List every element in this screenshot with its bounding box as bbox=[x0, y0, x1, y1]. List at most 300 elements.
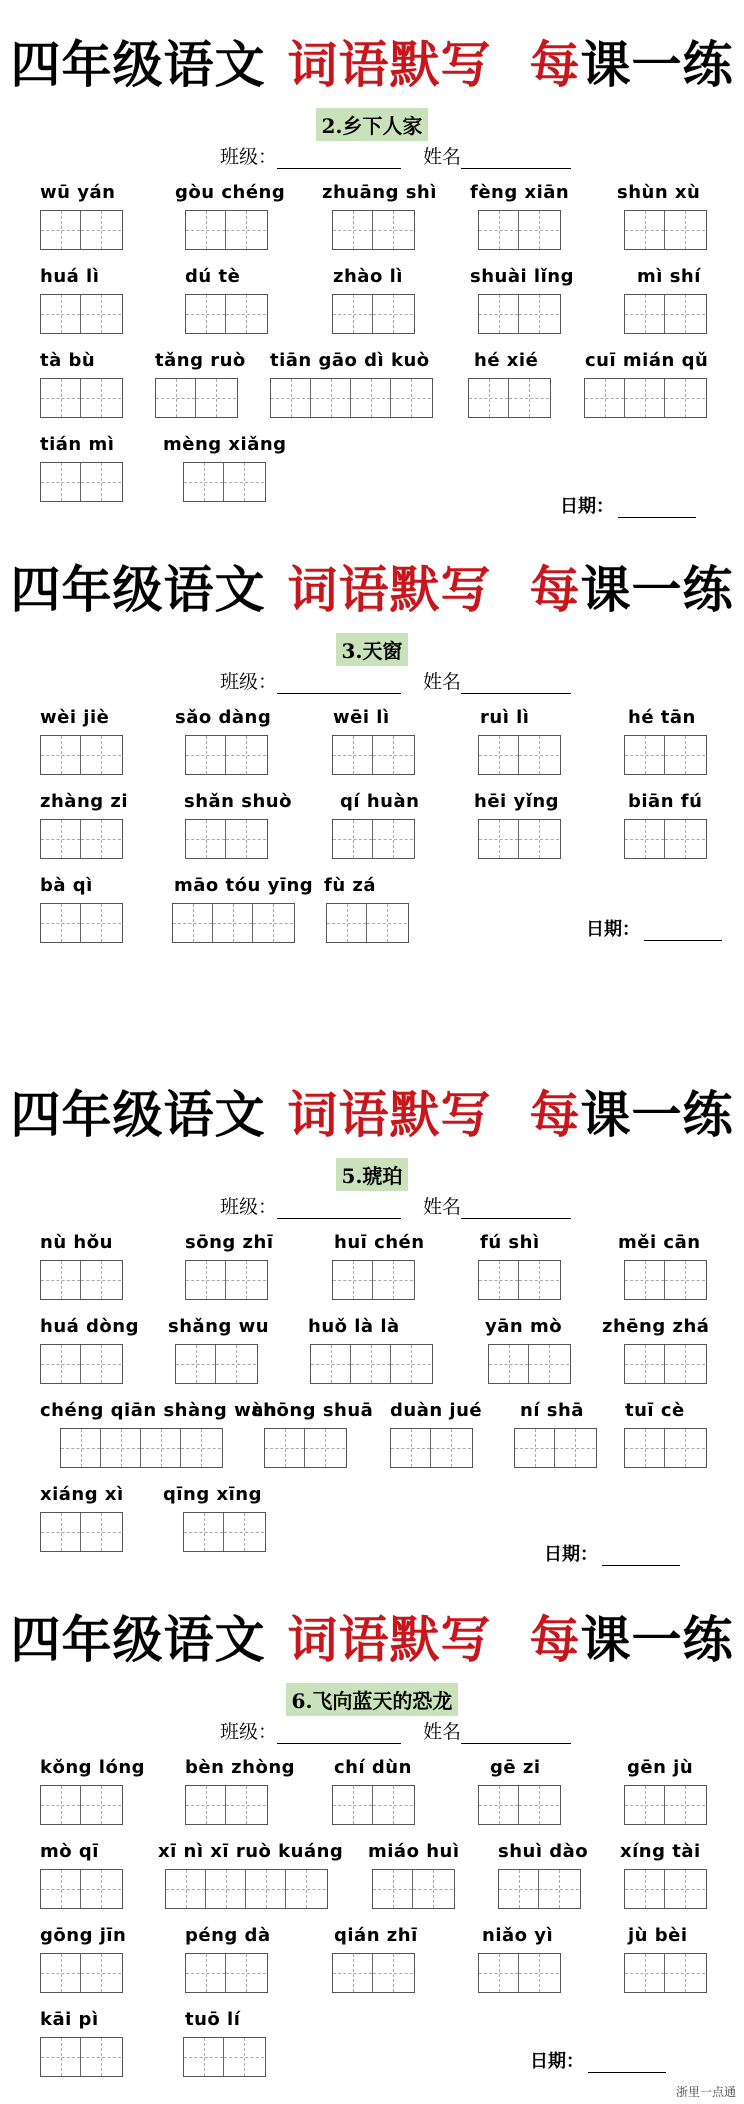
writing-cell[interactable] bbox=[184, 463, 224, 501]
pinyin-prompt: tǎng ruò bbox=[155, 350, 246, 371]
tianzige-grid bbox=[332, 1785, 415, 1825]
writing-cell[interactable] bbox=[413, 1870, 453, 1908]
tianzige-grid bbox=[40, 462, 123, 502]
pinyin-prompt: shùn xù bbox=[617, 182, 701, 203]
tianzige-grid bbox=[165, 1869, 328, 1909]
tianzige-grid bbox=[332, 1260, 415, 1300]
class-name-line bbox=[220, 667, 571, 694]
writing-cell[interactable] bbox=[625, 211, 665, 249]
class-name-line bbox=[220, 1717, 571, 1744]
writing-cell[interactable] bbox=[41, 1954, 81, 1992]
writing-cell[interactable] bbox=[186, 211, 226, 249]
tianzige-grid bbox=[478, 1953, 561, 1993]
pinyin-prompt: ruì lì bbox=[480, 707, 530, 728]
tianzige-grid bbox=[40, 1344, 123, 1384]
tianzige-grid bbox=[478, 1260, 561, 1300]
lesson-title: 3.天窗 bbox=[336, 633, 409, 666]
writing-cell[interactable] bbox=[41, 736, 81, 774]
tianzige-grid bbox=[372, 1869, 455, 1909]
writing-cell[interactable] bbox=[41, 379, 81, 417]
name-label: 姓名 bbox=[423, 671, 462, 693]
tianzige-grid bbox=[270, 378, 433, 418]
writing-cell[interactable] bbox=[81, 1954, 121, 1992]
writing-cell[interactable] bbox=[625, 1261, 665, 1299]
date-label: 日期： bbox=[560, 496, 614, 517]
pinyin-prompt: gēn jù bbox=[627, 1757, 694, 1778]
writing-cell[interactable] bbox=[186, 736, 226, 774]
writing-cell[interactable] bbox=[333, 211, 373, 249]
lesson-title: 6.飞向蓝天的恐龙 bbox=[286, 1683, 459, 1716]
lesson-heading bbox=[0, 108, 744, 141]
pinyin-prompt: shǎn shuò bbox=[184, 791, 292, 812]
tianzige-grid bbox=[478, 819, 561, 859]
writing-cell[interactable] bbox=[479, 1786, 519, 1824]
pinyin-prompt: qián zhī bbox=[334, 1925, 418, 1946]
writing-cell[interactable] bbox=[186, 820, 226, 858]
writing-cell[interactable] bbox=[81, 2038, 121, 2076]
tianzige-grid bbox=[40, 903, 123, 943]
writing-cell[interactable] bbox=[373, 736, 413, 774]
writing-cell[interactable] bbox=[665, 1429, 705, 1467]
tianzige-grid bbox=[60, 1428, 223, 1468]
pinyin-prompt: wū yán bbox=[40, 182, 116, 203]
date-line bbox=[560, 492, 696, 518]
footer-watermark: 浙里一点通 bbox=[675, 2085, 736, 2099]
writing-cell[interactable] bbox=[625, 295, 665, 333]
date-label: 日期： bbox=[544, 1544, 598, 1565]
writing-cell[interactable] bbox=[665, 736, 705, 774]
date-label: 日期： bbox=[530, 2051, 584, 2072]
date-blank[interactable] bbox=[644, 922, 722, 941]
tianzige-grid bbox=[185, 819, 268, 859]
tianzige-grid bbox=[624, 1428, 707, 1468]
date-blank[interactable] bbox=[588, 2054, 666, 2073]
tianzige-grid bbox=[390, 1428, 473, 1468]
writing-cell[interactable] bbox=[81, 736, 121, 774]
title-part-4: 课一练 bbox=[580, 560, 734, 619]
writing-cell[interactable] bbox=[226, 1261, 266, 1299]
writing-cell[interactable] bbox=[665, 295, 705, 333]
writing-cell[interactable] bbox=[665, 1261, 705, 1299]
writing-cell[interactable] bbox=[173, 904, 213, 942]
tianzige-grid bbox=[514, 1428, 597, 1468]
writing-cell[interactable] bbox=[665, 211, 705, 249]
writing-cell[interactable] bbox=[351, 379, 391, 417]
writing-cell[interactable] bbox=[665, 1870, 705, 1908]
pinyin-prompt: zhuāng shì bbox=[322, 182, 437, 203]
pinyin-prompt: fú shì bbox=[480, 1232, 540, 1253]
writing-cell[interactable] bbox=[41, 1870, 81, 1908]
writing-cell[interactable] bbox=[253, 904, 293, 942]
pinyin-prompt: huī chén bbox=[334, 1232, 425, 1253]
worksheet-title bbox=[0, 1080, 744, 1150]
title-part-4: 课一练 bbox=[580, 35, 734, 94]
writing-cell[interactable] bbox=[141, 1429, 181, 1467]
tianzige-grid bbox=[624, 1344, 707, 1384]
writing-cell[interactable] bbox=[61, 1429, 101, 1467]
writing-cell[interactable] bbox=[41, 1261, 81, 1299]
writing-cell[interactable] bbox=[81, 463, 121, 501]
writing-cell[interactable] bbox=[625, 1786, 665, 1824]
tianzige-grid bbox=[185, 210, 268, 250]
writing-cell[interactable] bbox=[226, 1954, 266, 1992]
tianzige-grid bbox=[40, 735, 123, 775]
name-label: 姓名 bbox=[423, 1721, 462, 1743]
writing-cell[interactable] bbox=[41, 295, 81, 333]
tianzige-grid bbox=[40, 1785, 123, 1825]
lesson-heading bbox=[0, 1158, 744, 1191]
tianzige-grid bbox=[478, 1785, 561, 1825]
pinyin-prompt: mì shí bbox=[637, 266, 701, 287]
writing-cell[interactable] bbox=[41, 211, 81, 249]
tianzige-grid bbox=[40, 1869, 123, 1909]
writing-cell[interactable] bbox=[186, 1786, 226, 1824]
writing-cell[interactable] bbox=[351, 1345, 391, 1383]
writing-cell[interactable] bbox=[625, 379, 665, 417]
pinyin-prompt: fèng xiān bbox=[470, 182, 570, 203]
class-blank[interactable] bbox=[277, 1200, 401, 1219]
pinyin-prompt: bèn zhòng bbox=[185, 1757, 296, 1778]
tianzige-grid bbox=[40, 819, 123, 859]
writing-cell[interactable] bbox=[226, 1786, 266, 1824]
tianzige-grid bbox=[624, 294, 707, 334]
writing-cell[interactable] bbox=[41, 1786, 81, 1824]
writing-cell[interactable] bbox=[479, 295, 519, 333]
writing-cell[interactable] bbox=[373, 211, 413, 249]
writing-cell[interactable] bbox=[224, 463, 264, 501]
title-part-2: 词语默写 bbox=[287, 560, 492, 619]
writing-cell[interactable] bbox=[519, 736, 559, 774]
writing-cell[interactable] bbox=[529, 1345, 569, 1383]
writing-cell[interactable] bbox=[479, 1261, 519, 1299]
date-blank[interactable] bbox=[618, 499, 696, 518]
writing-cell[interactable] bbox=[81, 1786, 121, 1824]
tianzige-grid bbox=[624, 819, 707, 859]
writing-cell[interactable] bbox=[224, 1513, 264, 1551]
tianzige-grid bbox=[332, 1953, 415, 1993]
title-part-4: 课一练 bbox=[580, 1610, 734, 1669]
name-blank[interactable] bbox=[461, 1200, 571, 1219]
writing-cell[interactable] bbox=[271, 379, 311, 417]
tianzige-grid bbox=[326, 903, 409, 943]
writing-cell[interactable] bbox=[305, 1429, 345, 1467]
writing-cell[interactable] bbox=[41, 904, 81, 942]
pinyin-prompt: qí huàn bbox=[340, 791, 420, 812]
writing-cell[interactable] bbox=[81, 1345, 121, 1383]
writing-cell[interactable] bbox=[333, 1954, 373, 1992]
writing-cell[interactable] bbox=[391, 1429, 431, 1467]
writing-cell[interactable] bbox=[81, 1261, 121, 1299]
worksheet-title bbox=[0, 1605, 744, 1675]
date-line bbox=[544, 1540, 680, 1566]
pinyin-prompt: wèi jiè bbox=[40, 707, 110, 728]
writing-cell[interactable] bbox=[81, 1870, 121, 1908]
title-part-1: 四年级语文 bbox=[10, 1610, 266, 1669]
tianzige-grid bbox=[310, 1344, 433, 1384]
writing-cell[interactable] bbox=[509, 379, 549, 417]
writing-cell[interactable] bbox=[311, 379, 351, 417]
tianzige-grid bbox=[183, 1512, 266, 1552]
pinyin-prompt: xíng tài bbox=[620, 1841, 701, 1862]
writing-cell[interactable] bbox=[176, 1345, 216, 1383]
title-part-2: 词语默写 bbox=[287, 1610, 492, 1669]
writing-cell[interactable] bbox=[41, 1513, 81, 1551]
pinyin-prompt: duàn jué bbox=[390, 1400, 483, 1421]
writing-cell[interactable] bbox=[373, 295, 413, 333]
date-blank[interactable] bbox=[602, 1547, 680, 1566]
writing-cell[interactable] bbox=[41, 1345, 81, 1383]
tianzige-grid bbox=[185, 1953, 268, 1993]
class-label: 班级： bbox=[220, 1196, 278, 1218]
writing-cell[interactable] bbox=[81, 820, 121, 858]
pinyin-prompt: yān mò bbox=[485, 1316, 563, 1337]
tianzige-grid bbox=[183, 2037, 266, 2077]
writing-cell[interactable] bbox=[469, 379, 509, 417]
pinyin-prompt: měi cān bbox=[618, 1232, 701, 1253]
title-part-3: 每 bbox=[529, 560, 581, 619]
writing-cell[interactable] bbox=[333, 295, 373, 333]
writing-cell[interactable] bbox=[311, 1345, 351, 1383]
writing-cell[interactable] bbox=[184, 1513, 224, 1551]
class-label: 班级： bbox=[220, 146, 278, 168]
pinyin-prompt: zhēng zhá bbox=[602, 1316, 710, 1337]
pinyin-prompt: hēi yǐng bbox=[474, 791, 560, 812]
writing-cell[interactable] bbox=[265, 1429, 305, 1467]
tianzige-grid bbox=[332, 210, 415, 250]
tianzige-grid bbox=[488, 1344, 571, 1384]
writing-cell[interactable] bbox=[625, 820, 665, 858]
writing-cell[interactable] bbox=[479, 820, 519, 858]
name-blank[interactable] bbox=[461, 150, 571, 169]
writing-cell[interactable] bbox=[391, 379, 431, 417]
writing-cell[interactable] bbox=[373, 1954, 413, 1992]
pinyin-prompt: xī nì xī ruò kuáng bbox=[158, 1841, 344, 1862]
title-part-2: 词语默写 bbox=[287, 1085, 492, 1144]
title-part-3: 每 bbox=[529, 1610, 581, 1669]
pinyin-prompt: tián mì bbox=[40, 434, 115, 455]
writing-cell[interactable] bbox=[226, 736, 266, 774]
writing-cell[interactable] bbox=[665, 1954, 705, 1992]
writing-cell[interactable] bbox=[519, 820, 559, 858]
pinyin-prompt: huá dòng bbox=[40, 1316, 139, 1337]
writing-cell[interactable] bbox=[216, 1345, 256, 1383]
pinyin-prompt: zhào lì bbox=[333, 266, 403, 287]
writing-cell[interactable] bbox=[519, 1954, 559, 1992]
writing-cell[interactable] bbox=[373, 820, 413, 858]
pinyin-prompt: niǎo yì bbox=[482, 1925, 554, 1946]
title-part-1: 四年级语文 bbox=[10, 35, 266, 94]
writing-cell[interactable] bbox=[555, 1429, 595, 1467]
writing-cell[interactable] bbox=[166, 1870, 206, 1908]
writing-cell[interactable] bbox=[81, 211, 121, 249]
name-label: 姓名 bbox=[423, 1196, 462, 1218]
name-label: 姓名 bbox=[423, 146, 462, 168]
writing-cell[interactable] bbox=[333, 820, 373, 858]
name-blank[interactable] bbox=[461, 675, 571, 694]
pinyin-prompt: nù hǒu bbox=[40, 1232, 113, 1253]
tianzige-grid bbox=[624, 735, 707, 775]
tianzige-grid bbox=[155, 378, 238, 418]
pinyin-prompt: chōng shuā bbox=[252, 1400, 374, 1421]
writing-cell[interactable] bbox=[156, 379, 196, 417]
writing-cell[interactable] bbox=[373, 1870, 413, 1908]
writing-cell[interactable] bbox=[625, 736, 665, 774]
writing-cell[interactable] bbox=[224, 2038, 264, 2076]
date-line bbox=[586, 915, 722, 941]
writing-cell[interactable] bbox=[489, 1345, 529, 1383]
writing-cell[interactable] bbox=[206, 1870, 246, 1908]
pinyin-prompt: gē zi bbox=[490, 1757, 541, 1778]
writing-cell[interactable] bbox=[213, 904, 253, 942]
writing-cell[interactable] bbox=[665, 379, 705, 417]
tianzige-grid bbox=[40, 378, 123, 418]
tianzige-grid bbox=[40, 210, 123, 250]
pinyin-prompt: kāi pì bbox=[40, 2009, 99, 2030]
writing-cell[interactable] bbox=[246, 1870, 286, 1908]
lesson-title: 5.琥珀 bbox=[336, 1158, 409, 1191]
writing-cell[interactable] bbox=[479, 736, 519, 774]
writing-cell[interactable] bbox=[515, 1429, 555, 1467]
writing-cell[interactable] bbox=[519, 211, 559, 249]
writing-cell[interactable] bbox=[226, 211, 266, 249]
tianzige-grid bbox=[478, 210, 561, 250]
class-label: 班级： bbox=[220, 671, 278, 693]
writing-cell[interactable] bbox=[333, 1786, 373, 1824]
class-blank[interactable] bbox=[277, 150, 401, 169]
writing-cell[interactable] bbox=[181, 1429, 221, 1467]
writing-cell[interactable] bbox=[41, 2038, 81, 2076]
class-blank[interactable] bbox=[277, 675, 401, 694]
writing-cell[interactable] bbox=[665, 1786, 705, 1824]
pinyin-prompt: tà bù bbox=[40, 350, 96, 371]
pinyin-prompt: xiáng xì bbox=[40, 1484, 124, 1505]
tianzige-grid bbox=[40, 1953, 123, 1993]
tianzige-grid bbox=[264, 1428, 347, 1468]
tianzige-grid bbox=[584, 378, 707, 418]
writing-cell[interactable] bbox=[499, 1870, 539, 1908]
tianzige-grid bbox=[624, 1785, 707, 1825]
writing-cell[interactable] bbox=[519, 295, 559, 333]
writing-cell[interactable] bbox=[625, 1345, 665, 1383]
writing-cell[interactable] bbox=[196, 379, 236, 417]
writing-cell[interactable] bbox=[373, 1261, 413, 1299]
tianzige-grid bbox=[332, 294, 415, 334]
title-part-4: 课一练 bbox=[580, 1085, 734, 1144]
writing-cell[interactable] bbox=[665, 820, 705, 858]
tianzige-grid bbox=[624, 1260, 707, 1300]
pinyin-prompt: sǎo dàng bbox=[175, 707, 272, 728]
tianzige-grid bbox=[40, 1512, 123, 1552]
tianzige-grid bbox=[40, 2037, 123, 2077]
writing-cell[interactable] bbox=[391, 1345, 431, 1383]
worksheet-title bbox=[0, 30, 744, 100]
tianzige-grid bbox=[183, 462, 266, 502]
pinyin-prompt: gòu chéng bbox=[175, 182, 286, 203]
writing-cell[interactable] bbox=[186, 295, 226, 333]
title-part-3: 每 bbox=[529, 35, 581, 94]
tianzige-grid bbox=[185, 294, 268, 334]
writing-cell[interactable] bbox=[625, 1429, 665, 1467]
writing-cell[interactable] bbox=[81, 1513, 121, 1551]
writing-cell[interactable] bbox=[519, 1261, 559, 1299]
writing-cell[interactable] bbox=[479, 1954, 519, 1992]
pinyin-prompt: kǒng lóng bbox=[40, 1757, 146, 1778]
writing-cell[interactable] bbox=[186, 1954, 226, 1992]
pinyin-prompt: zhàng zi bbox=[40, 791, 129, 812]
pinyin-prompt: tuō lí bbox=[185, 2009, 241, 2030]
pinyin-prompt: dú tè bbox=[185, 266, 241, 287]
writing-cell[interactable] bbox=[186, 1261, 226, 1299]
tianzige-grid bbox=[478, 735, 561, 775]
name-blank[interactable] bbox=[461, 1725, 571, 1744]
writing-cell[interactable] bbox=[625, 1954, 665, 1992]
tianzige-grid bbox=[624, 1953, 707, 1993]
writing-cell[interactable] bbox=[41, 463, 81, 501]
writing-cell[interactable] bbox=[226, 295, 266, 333]
writing-cell[interactable] bbox=[184, 2038, 224, 2076]
pinyin-prompt: shǎng wu bbox=[168, 1316, 270, 1337]
class-label: 班级： bbox=[220, 1721, 278, 1743]
writing-cell[interactable] bbox=[81, 295, 121, 333]
pinyin-prompt: huǒ là là bbox=[308, 1316, 400, 1337]
writing-cell[interactable] bbox=[101, 1429, 141, 1467]
pinyin-prompt: huá lì bbox=[40, 266, 100, 287]
tianzige-grid bbox=[332, 735, 415, 775]
pinyin-prompt: mò qī bbox=[40, 1841, 99, 1862]
tianzige-grid bbox=[478, 294, 561, 334]
class-name-line bbox=[220, 142, 571, 169]
class-blank[interactable] bbox=[277, 1725, 401, 1744]
tianzige-grid bbox=[40, 1260, 123, 1300]
title-part-1: 四年级语文 bbox=[10, 1085, 266, 1144]
pinyin-prompt: biān fú bbox=[628, 791, 703, 812]
writing-cell[interactable] bbox=[333, 736, 373, 774]
writing-cell[interactable] bbox=[81, 904, 121, 942]
writing-cell[interactable] bbox=[81, 379, 121, 417]
writing-cell[interactable] bbox=[41, 820, 81, 858]
writing-cell[interactable] bbox=[367, 904, 407, 942]
worksheet-title bbox=[0, 555, 744, 625]
pinyin-prompt: qīng xīng bbox=[163, 1484, 262, 1505]
class-name-line bbox=[220, 1192, 571, 1219]
lesson-heading bbox=[0, 633, 744, 666]
writing-cell[interactable] bbox=[373, 1786, 413, 1824]
writing-cell[interactable] bbox=[539, 1870, 579, 1908]
title-part-2: 词语默写 bbox=[287, 35, 492, 94]
writing-cell[interactable] bbox=[519, 1786, 559, 1824]
writing-cell[interactable] bbox=[625, 1870, 665, 1908]
pinyin-prompt: shuì dào bbox=[498, 1841, 589, 1862]
lesson-title: 2.乡下人家 bbox=[316, 108, 429, 141]
lesson-heading bbox=[0, 1683, 744, 1716]
writing-cell[interactable] bbox=[286, 1870, 326, 1908]
pinyin-prompt: ní shā bbox=[520, 1400, 584, 1421]
writing-cell[interactable] bbox=[333, 1261, 373, 1299]
writing-cell[interactable] bbox=[585, 379, 625, 417]
writing-cell[interactable] bbox=[665, 1345, 705, 1383]
pinyin-prompt: miáo huì bbox=[368, 1841, 460, 1862]
tianzige-grid bbox=[175, 1344, 258, 1384]
writing-cell[interactable] bbox=[327, 904, 367, 942]
pinyin-prompt: sōng zhī bbox=[185, 1232, 274, 1253]
title-part-3: 每 bbox=[529, 1085, 581, 1144]
date-label: 日期： bbox=[586, 919, 640, 940]
title-part-1: 四年级语文 bbox=[10, 560, 266, 619]
writing-cell[interactable] bbox=[479, 211, 519, 249]
tianzige-grid bbox=[172, 903, 295, 943]
writing-cell[interactable] bbox=[431, 1429, 471, 1467]
writing-cell[interactable] bbox=[226, 820, 266, 858]
